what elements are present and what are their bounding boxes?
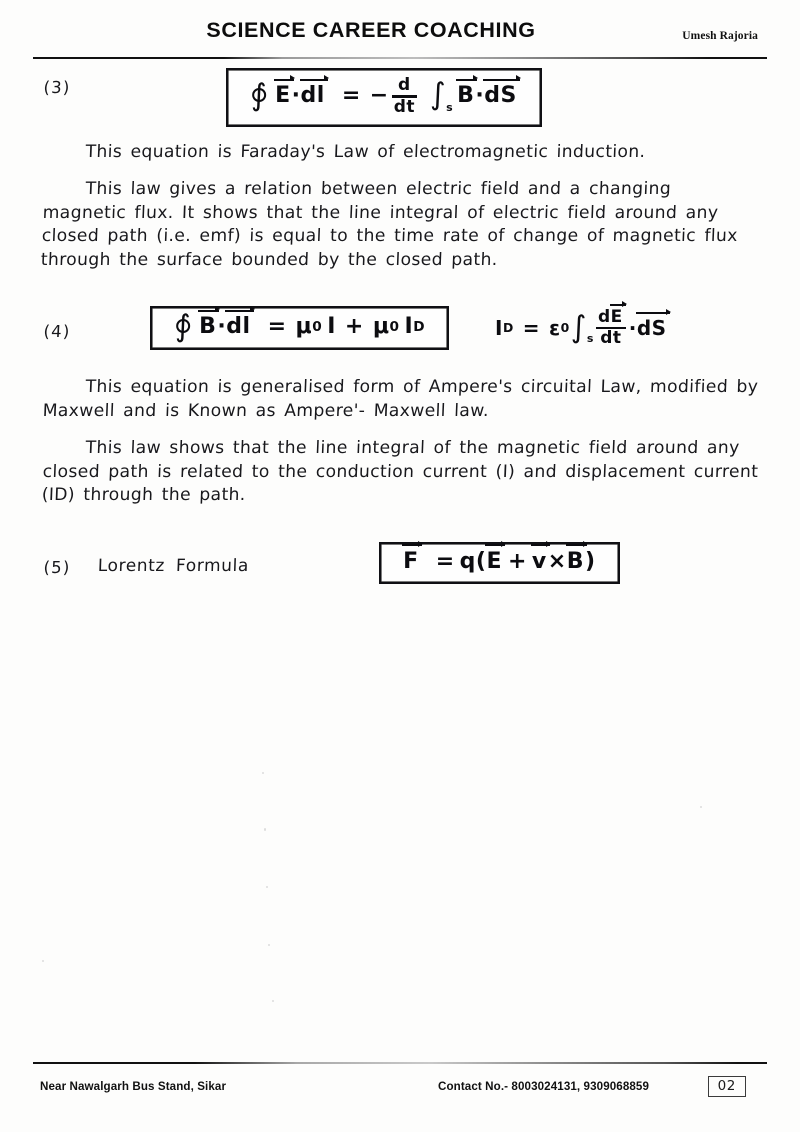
section-4-paragraph-1 [42, 376, 760, 423]
paren-open: ( [475, 548, 487, 574]
cross-product-operator: × [547, 548, 567, 574]
section-3-paragraph-2-text: This law gives a relation between electric field and a changing magnetic flux. It shows that the line integral of electric field around any closed path (i.e. emf) is equal to the time rate of change of magnetic flux through the surface bounded by the closed path. [40, 179, 739, 270]
ampere-maxwell-law-equation [174, 309, 426, 345]
dot-operator-3: · [217, 314, 227, 340]
section-4 [44, 306, 760, 350]
faraday-law-equation [250, 77, 518, 116]
section-3-paragraph-2 [40, 178, 760, 272]
fraction-denominator: dt [393, 96, 415, 117]
section-3 [44, 62, 760, 127]
field-derivative-fraction [593, 306, 629, 349]
vector-E-2: E [610, 306, 623, 327]
section-3-paragraph-1-text: This equation is Faraday's Law of electromagnetic induction. [85, 141, 646, 162]
conduction-current-I: I [327, 314, 336, 340]
ampere-maxwell-law-equation-box [150, 306, 449, 350]
mu-zero-2: μ [372, 314, 390, 340]
equals-sign: = [341, 83, 361, 109]
section-4-paragraph-1-text: This equation is generalised form of Ampere's circuital Law, modified by Maxwell and is Known as Ampere'- Maxwell law. [42, 377, 759, 421]
vector-B-3: B [566, 548, 584, 574]
displacement-current-ID: I [404, 314, 414, 340]
footer-contact: Contact No.- 8003024131, 9309068859 [438, 1080, 650, 1093]
integral-subscript-2: s [586, 332, 594, 346]
ID-label-subscript: D [502, 320, 514, 336]
ID-label: I [495, 316, 503, 341]
vector-B-2: B [199, 314, 217, 340]
scan-speckle [262, 772, 264, 774]
fraction-numerator-2: dE [597, 306, 623, 327]
section-4-paragraph-2 [41, 437, 760, 508]
scan-speckle [264, 828, 266, 831]
vector-B: B [457, 83, 475, 109]
scan-speckle [42, 960, 44, 962]
dot-operator-4: · [628, 316, 637, 341]
page-title: SCIENCE CAREER COACHING [206, 18, 536, 42]
closed-integral-icon: ∫ [250, 84, 270, 108]
footer-divider [33, 1062, 767, 1064]
displacement-current-definition [495, 306, 668, 349]
vector-dl-2: dl [226, 314, 251, 340]
fraction-denominator-2: dt [600, 328, 622, 349]
scan-speckle [272, 1000, 274, 1002]
mu-zero-subscript: 0 [312, 318, 323, 335]
dot-operator: · [291, 83, 301, 109]
author-name: Umesh Rajoria [682, 30, 758, 42]
page-number: 02 [708, 1076, 746, 1097]
displacement-current-subscript: D [413, 318, 426, 335]
section-5-number: (5) [43, 557, 72, 577]
surface-integral-icon-2: ∫ s [570, 310, 594, 346]
equals-sign-2: = [267, 314, 287, 340]
mu-zero-2-subscript: 0 [389, 318, 400, 335]
equals-sign-3: = [522, 316, 541, 341]
lorentz-force-equation [403, 548, 596, 574]
surface-integral-icon: ∫ s [430, 77, 454, 115]
section-5 [44, 542, 760, 584]
scan-speckle [266, 886, 268, 888]
plus-sign-2: + [507, 548, 527, 574]
minus-sign: − [369, 83, 389, 109]
vector-v: v [531, 548, 547, 574]
page-footer [0, 1062, 800, 1116]
fraction-numerator: d [398, 75, 411, 95]
vector-dl: dl [300, 83, 325, 109]
mu-zero: μ [295, 314, 313, 340]
page-content [0, 62, 800, 584]
vector-E-3: E [486, 548, 502, 574]
scan-speckle [268, 944, 270, 946]
vector-F: F [403, 548, 419, 574]
page-header [0, 0, 800, 62]
section-3-number: (3) [43, 78, 72, 97]
section-4-paragraph-2-text: This law shows that the line integral of the magnetic field around any closed path is related to the conduction current (I) and displacement current (ID) through the path. [41, 438, 759, 506]
plus-sign: + [344, 314, 364, 340]
section-4-number: (4) [43, 322, 72, 342]
epsilon-zero-subscript: 0 [560, 320, 570, 336]
integral-subscript: s [446, 101, 454, 115]
vector-dS-2: dS [636, 316, 667, 341]
lorentz-force-equation-box [379, 542, 619, 584]
section-3-paragraph-1 [43, 141, 760, 165]
vector-dS: dS [484, 83, 517, 109]
faraday-law-equation-box [226, 68, 542, 127]
vector-E: E [275, 83, 291, 109]
footer-address: Near Nawalgarh Bus Stand, Sikar [40, 1080, 227, 1093]
paren-close: ) [584, 548, 596, 574]
epsilon-zero: ε [549, 316, 561, 341]
closed-integral-icon-2: ∫ [174, 315, 194, 339]
scan-speckle [700, 806, 702, 808]
section-5-title: Lorentz Formula [97, 555, 250, 576]
time-derivative-fraction [389, 77, 420, 116]
header-divider [33, 57, 767, 59]
dot-operator-2: · [475, 83, 485, 109]
charge-q: q [459, 548, 476, 574]
equals-sign-4: = [435, 548, 455, 574]
